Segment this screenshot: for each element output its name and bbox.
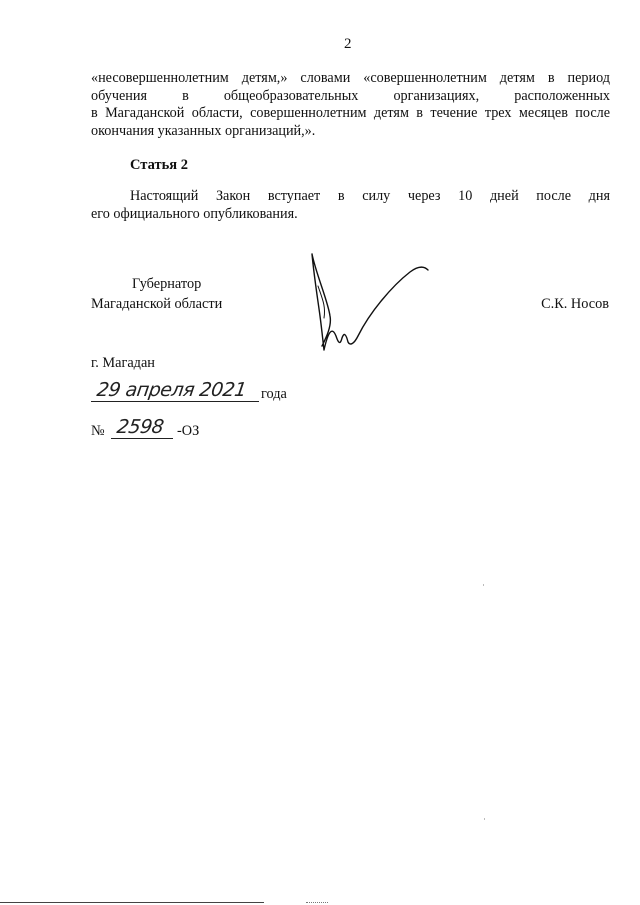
- date-row: [91, 379, 331, 405]
- paragraph-line: Настоящий Закон вступает в силу через 10 дней после дня: [130, 188, 610, 204]
- paragraph-line: «несовершеннолетним детям,» словами «совершеннолетним детям в период: [91, 70, 610, 86]
- amendment-paragraph: [91, 70, 610, 140]
- paragraph-line: его официального опубликования.: [91, 205, 298, 222]
- date-suffix: года: [261, 386, 287, 402]
- paragraph-line: обучения в общеобразовательных организациях, расположенных: [91, 87, 610, 104]
- governor-region: Магаданской области: [91, 296, 223, 312]
- footer-dash: [306, 902, 328, 903]
- governor-name: С.К. Носов: [541, 296, 609, 312]
- paragraph-line: в Магаданской области, совершеннолетним детям в течение трех месяцев после: [91, 105, 610, 122]
- paragraph-line: окончания указанных организаций,».: [91, 122, 316, 139]
- number-underline: [111, 438, 173, 439]
- date-underline: [91, 401, 259, 402]
- scan-speck: [483, 584, 484, 586]
- handwritten-number: 2598: [115, 416, 165, 438]
- governor-title: Губернатор: [132, 276, 202, 292]
- page-number: 2: [344, 36, 352, 52]
- handwritten-date: 29 апреля 2021: [95, 379, 248, 401]
- footer-rule: [0, 902, 264, 903]
- article-title: Статья 2: [130, 157, 188, 173]
- number-sign: №: [91, 423, 105, 439]
- number-suffix: -ОЗ: [177, 423, 200, 439]
- number-row: [91, 416, 291, 442]
- article-paragraph: [91, 188, 610, 223]
- signature-image: [300, 246, 440, 366]
- city-label: г. Магадан: [91, 355, 155, 371]
- scan-speck: [484, 818, 485, 820]
